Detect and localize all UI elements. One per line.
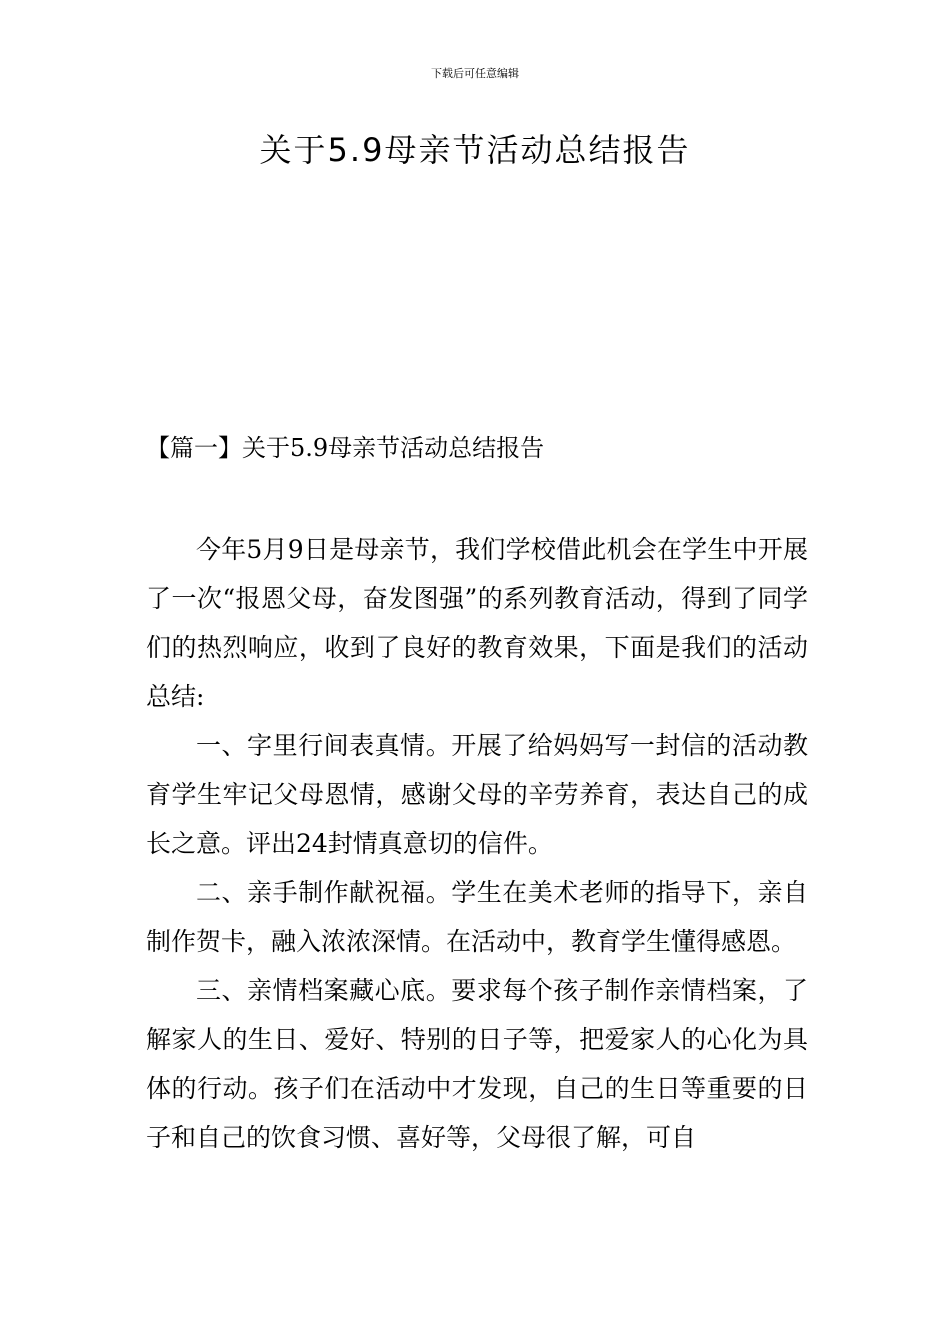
body-paragraph: 二、亲手制作献祝福。学生在美术老师的指导下，亲自制作贺卡，融入浓浓深情。在活动中，教育学生懂得感恩。	[146, 878, 808, 956]
section-heading: 【篇一】关于5.9母亲节活动总结报告	[146, 434, 545, 462]
body-paragraph: 三、亲情档案藏心底。要求每个孩子制作亲情档案，了解家人的生日、爱好、特别的日子等，把爱家人的心化为具体的行动。孩子们在活动中才发现，自己的生日等重要的日子和自己的饮食习惯、喜好等，父母很了解，可自	[146, 976, 808, 1152]
header-note: 下载后可任意编辑	[431, 67, 519, 80]
body-paragraph: 今年5月9日是母亲节，我们学校借此机会在学生中开展了一次“报恩父母，奋发图强”的系列教育活动，得到了同学们的热烈响应，收到了良好的教育效果，下面是我们的活动总结:	[146, 535, 808, 711]
body-paragraph: 一、字里行间表真情。开展了给妈妈写一封信的活动教育学生牢记父母恩情，感谢父母的辛劳养育，表达自己的成长之意。评出24封情真意切的信件。	[146, 731, 808, 858]
document-title: 关于5.9母亲节活动总结报告	[259, 131, 691, 169]
document-body	[146, 525, 808, 1162]
